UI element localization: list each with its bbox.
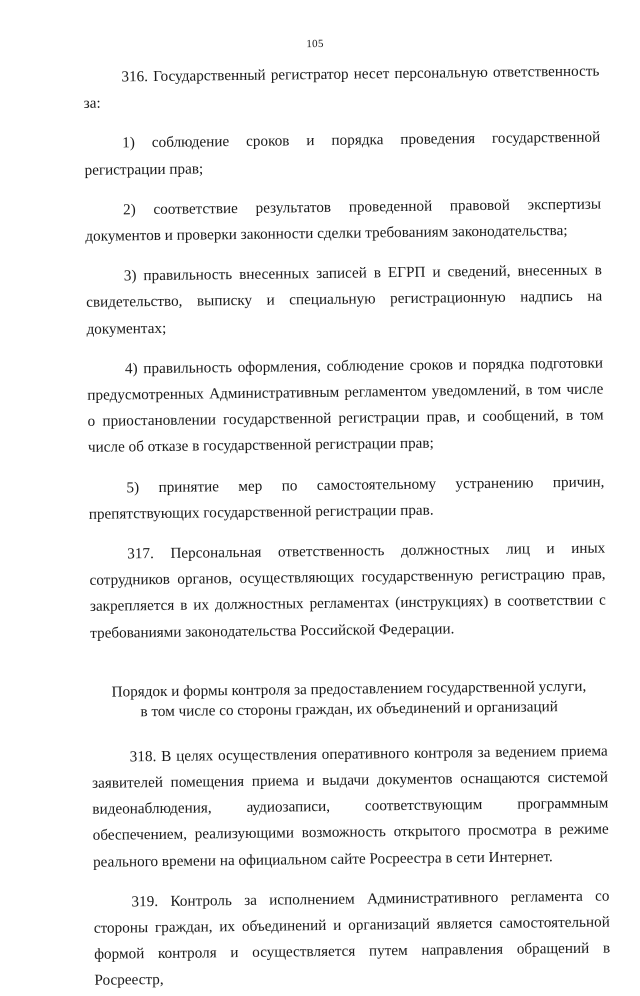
paragraph-319: 319. Контроль за исполнением Административного регламента со стороны граждан, их объединений и организаций является самостоятельной формой контроля и осуществляется путем направления обращений в Росреестр, [93, 887, 611, 990]
paragraph-316-intro: 316. Государственный регистратор несет персональную ответственность за: [83, 62, 600, 113]
page-number: 105 [306, 37, 324, 51]
paragraph-318: 318. В целях осуществления оперативного контроля за ведением приема заявителей помещения приема и выдачи документов оснащаются системой видеонаблюдения, аудиозаписи, соответствующим программным обеспечением, реализующими возможность открытого просмотра в режиме реального времени на официальном сайте Росреестра в сети Интернет. [91, 742, 609, 871]
section-heading-line-2: в том числе со стороны граждан, их объединений и организаций [140, 697, 558, 721]
section-heading-line-1: Порядок и формы контроля за предоставлением государственной услуги, [111, 677, 587, 701]
paragraph-316-item-1: 1) соблюдение сроков и порядка проведения государственной регистрации прав; [84, 128, 601, 179]
paragraph-316-item-3: 3) правильность внесенных записей в ЕГРП и сведений, внесенных в свидетельство, выписку и специальную регистрационную надпись на документах; [86, 261, 603, 338]
document-body [83, 59, 610, 995]
paragraph-316-item-5: 5) принятие мер по самостоятельному устранению причин, препятствующих государственной регистрации прав. [88, 473, 605, 523]
paragraph-316-item-2: 2) соответствие результатов проведенной правовой экспертизы документов и проверки законности сделки требованиям законодательства; [85, 195, 602, 245]
section-heading [91, 676, 607, 722]
paragraph-316-item-4: 4) правильность оформления, соблюдение сроков и порядка подготовки предусмотренных Административным регламентом уведомлений, в том числе о приостановлении государственной регистрации прав, и сообщений, в том числе об отказе в государственной регистрации прав; [87, 354, 604, 457]
paragraph-317: 317. Персональная ответственность должностных лиц и иных сотрудников органов, осуществляющих государственную регистрацию прав, закрепляется в их должностных регламентах (инструкциях) в соответствии с требованиями законодательства Российской Федерации. [89, 539, 606, 642]
